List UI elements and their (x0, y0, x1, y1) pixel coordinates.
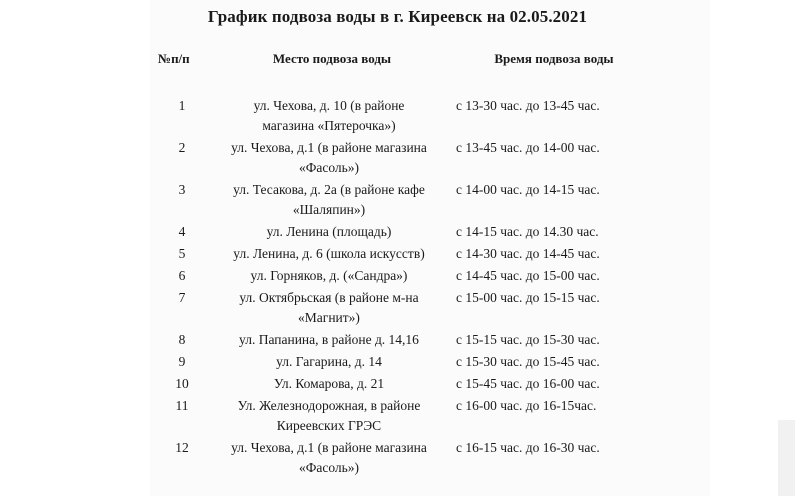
row-number: 4 (178, 224, 186, 239)
row-time: с 15-30 час. до 15-45 час. (456, 354, 600, 369)
row-number: 7 (178, 290, 186, 305)
row-time: с 13-45 час. до 14-00 час. (456, 140, 600, 155)
table-row (0, 244, 795, 264)
row-number: 11 (175, 398, 189, 413)
table-row (0, 352, 795, 372)
row-time: с 15-45 час. до 16-00 час. (456, 376, 600, 391)
row-place: ул. Тесакова, д. 2а (в районе кафе «Шаляпин») (233, 182, 425, 217)
row-number: 9 (178, 354, 186, 369)
row-time: с 14-00 час. до 14-15 час. (456, 182, 600, 197)
schedule-table (0, 96, 795, 480)
row-number: 1 (178, 98, 186, 113)
row-place: ул. Чехова, д.1 (в районе магазина «Фасоль») (231, 140, 427, 175)
row-place: ул. Октябрьская (в районе м-на «Магнит») (239, 290, 419, 325)
table-row (0, 438, 795, 478)
page-title: График подвоза воды в г. Киреевск на 02.05.2021 (207, 7, 588, 26)
row-place: ул. Гагарина, д. 14 (276, 354, 382, 369)
row-place: ул. Ленина, д. 6 (школа искусств) (233, 246, 425, 261)
row-place: Ул. Железнодорожная, в районе Киреевских ГРЭС (237, 398, 421, 433)
row-time: с 13-30 час. до 13-45 час. (456, 98, 600, 113)
table-row (0, 374, 795, 394)
table-row (0, 266, 795, 286)
row-number: 5 (178, 246, 186, 261)
row-place: ул. Ленина (площадь) (266, 224, 392, 239)
row-place: ул. Чехова, д. 10 (в районе магазина «Пятерочка») (253, 98, 405, 133)
table-row (0, 180, 795, 220)
column-header-time: Время подвоза воды (494, 51, 614, 66)
row-time: с 16-00 час. до 16-15час. (456, 398, 597, 413)
row-number: 12 (175, 440, 189, 455)
table-row (0, 330, 795, 350)
row-number: 10 (175, 376, 189, 391)
row-time: с 15-00 час. до 15-15 час. (456, 290, 600, 305)
row-number: 3 (178, 182, 186, 197)
table-row (0, 396, 795, 436)
row-place: ул. Чехова, д.1 (в районе магазина «Фасоль») (231, 440, 427, 475)
row-time: с 14-15 час. до 14.30 час. (456, 224, 599, 239)
row-place: Ул. Комарова, д. 21 (273, 376, 385, 391)
row-number: 8 (178, 332, 186, 347)
row-time: с 16-15 час. до 16-30 час. (456, 440, 600, 455)
row-place: ул. Горняков, д. («Сандра») (250, 268, 408, 283)
column-header-place: Место подвоза воды (272, 51, 392, 66)
row-time: с 14-45 час. до 15-00 час. (456, 268, 600, 283)
table-row (0, 222, 795, 242)
row-number: 2 (178, 140, 186, 155)
row-time: с 14-30 час. до 14-45 час. (456, 246, 600, 261)
table-row (0, 96, 795, 136)
column-header-number: №п/п (158, 51, 190, 66)
row-place: ул. Папанина, в районе д. 14,16 (239, 332, 419, 347)
table-row (0, 288, 795, 328)
row-number: 6 (178, 268, 186, 283)
table-row (0, 138, 795, 178)
row-time: с 15-15 час. до 15-30 час. (456, 332, 600, 347)
